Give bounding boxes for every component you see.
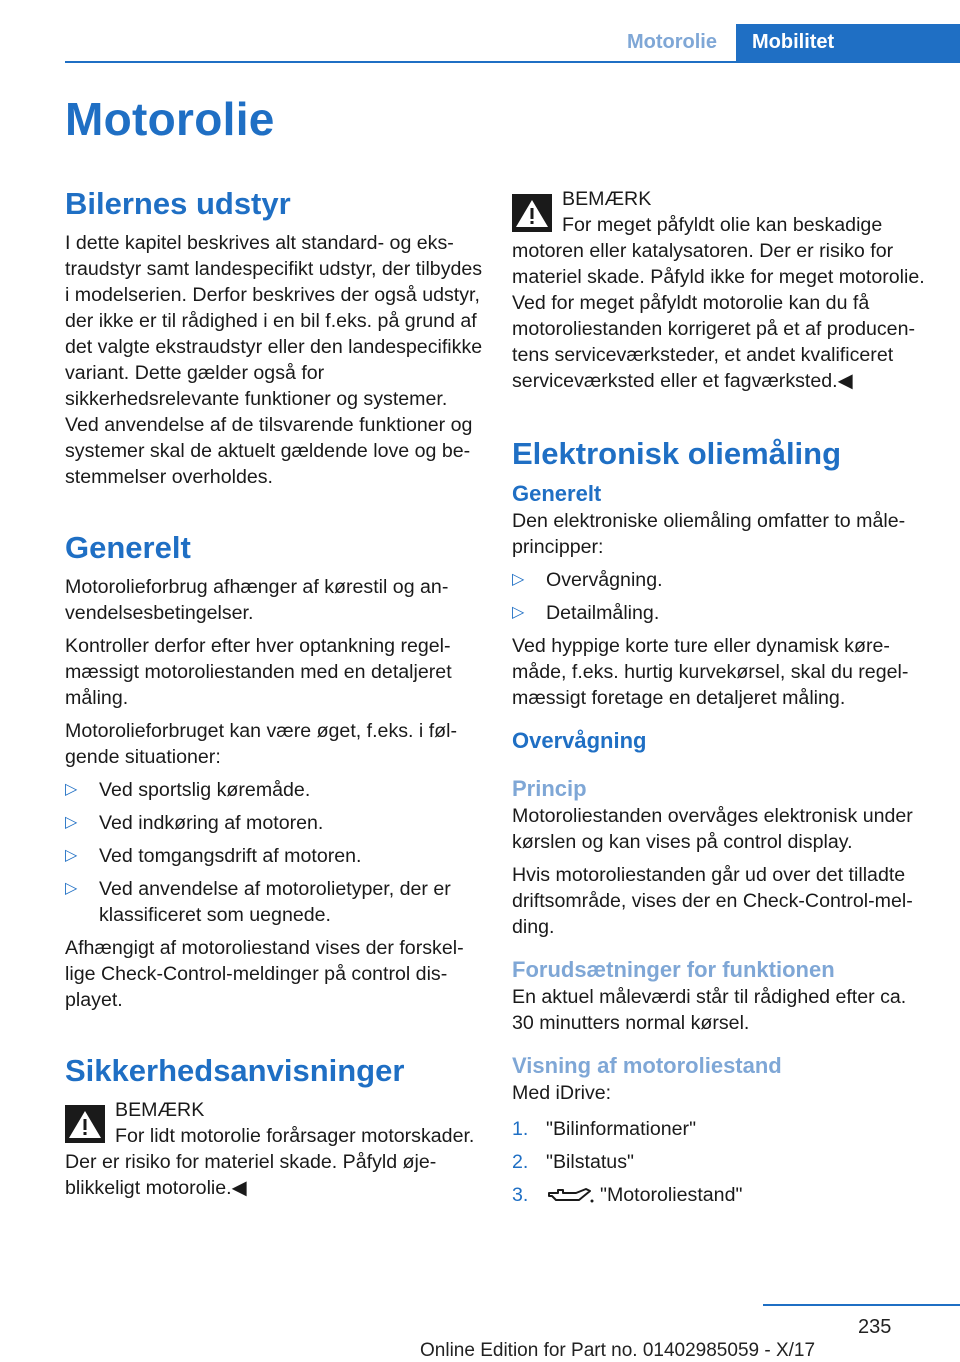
page-title: Motorolie — [65, 93, 275, 145]
heading-sikkerhedsanvisninger: Sikkerhedsanvisninger — [65, 1053, 405, 1088]
triangle-bullet-icon: ▷ — [65, 814, 78, 831]
subheading-princip: Princip — [512, 776, 587, 801]
heading-elektronisk-oliemaaling: Elektronisk oliemåling — [512, 436, 842, 471]
subheading-generelt: Generelt — [512, 481, 602, 506]
list-item: ▷ Ved sportslig køremåde. — [65, 779, 311, 801]
heading-bilernes-udstyr: Bilernes udstyr — [65, 186, 291, 221]
list-item: ▷ Overvågning. — [512, 569, 663, 591]
footer-edition-text: Online Edition for Part no. 01402985059 - X/17 — [420, 1340, 816, 1361]
subheading-overvagning: Overvågning — [512, 728, 647, 753]
warning-text: For lidt motorolie forårsager motorskader. Der er risiko for materiel skade. Påfyld øjeblikkeligt motorolie.◀ — [65, 1125, 475, 1199]
paragraph: Kontroller derfor efter hver optankning regelmæssigt motoroliestanden med en detaljeret måling. — [65, 635, 452, 709]
header-rule — [65, 61, 960, 63]
warning-triangle-icon — [65, 1105, 105, 1143]
list-item: ▷ Ved tomgangsdrift af motoren. — [65, 845, 362, 867]
triangle-bullet-icon: ▷ — [512, 571, 525, 588]
paragraph: Motoroliestanden overvåges elektronisk under kørslen og kan vises på control display. — [512, 805, 913, 853]
paragraph: Afhængigt af motoroliestand vises der forskellige Check-Control-meldinger på control displayet. — [65, 937, 464, 1011]
left-column — [65, 186, 485, 1208]
subheading-visning: Visning af motoroliestand — [512, 1053, 782, 1078]
steps-list — [512, 1116, 932, 1208]
list-item: 2. "Bilstatus" — [512, 1151, 634, 1173]
heading-generelt: Generelt — [65, 530, 191, 565]
situations-list — [65, 777, 485, 928]
principles-list — [512, 567, 932, 626]
oil-can-icon — [546, 1186, 594, 1206]
paragraph: Motorolieforbrug afhænger af kørestil og anvendelsesbetingelser. — [65, 576, 449, 624]
right-column — [512, 186, 932, 1215]
footer-rule — [763, 1304, 960, 1306]
paragraph-equipment: I dette kapitel beskrives alt standard- og ekstraudstyr samt landespecifikt udstyr, der tilbydes i modelserien. Derfor beskrives der også udstyr, der ikke er til rådighed i en bil f.eks. på grund af det valgte ekstraudstyr eller den landespecifikke variant. Dette gælder også for sikkerhedsrelevante funktioner og systemer. Ved anvendelse af de tilsvarende funktioner og systemer skal de aktuelt gældende love og bestemmelser overholdes. — [65, 232, 483, 488]
paragraph: Den elektroniske oliemåling omfatter to måleprincipper: — [512, 510, 906, 558]
list-item: 1. "Bilinformationer" — [512, 1118, 697, 1140]
paragraph: Hvis motoroliestanden går ud over det tilladte driftsområde, vises der en Check-Control-melding. — [512, 864, 913, 938]
warning-title: BEMÆRK — [115, 1099, 205, 1121]
warning-note — [65, 1097, 485, 1201]
subheading-forudsaetninger: Forudsætninger for funktionen — [512, 957, 835, 982]
warning-triangle-icon — [512, 194, 552, 232]
triangle-bullet-icon: ▷ — [65, 847, 78, 864]
list-item: ▷ Detailmåling. — [512, 602, 660, 624]
page-number: 235 — [858, 1316, 892, 1338]
list-item: ▷ Ved indkøring af motoren. — [65, 812, 324, 834]
list-item: ▷ Ved anvendelse af motorolietyper, der er klassificeret som uegnede. — [65, 878, 451, 926]
triangle-bullet-icon: ▷ — [512, 604, 525, 621]
warning-title: BEMÆRK — [562, 188, 652, 210]
paragraph: Motorolieforbruget kan være øget, f.eks. i følgende situationer: — [65, 720, 458, 768]
warning-note — [512, 186, 932, 394]
paragraph: Med iDrive: — [512, 1082, 612, 1104]
paragraph: Ved hyppige korte ture eller dynamisk køremåde, f.eks. hurtig kurvekørsel, skal du regelmæssigt foretage en detaljeret måling. — [512, 635, 909, 709]
warning-text: For meget påfyldt olie kan beskadige motoren eller katalysatoren. Der er risiko for materiel skade. Påfyld ikke for meget motorolie. Ved for meget påfyldt motorolie kan du få motoroliestanden korrigeret på et af producentens serviceværksteder, et andet kvalificeret serviceværksted eller et fagværksted.◀ — [512, 214, 925, 392]
paragraph: En aktuel måleværdi står til rådighed efter ca. 30 minutters normal kørsel. — [512, 986, 907, 1034]
header-tab-section: Motorolie — [627, 31, 717, 53]
triangle-bullet-icon: ▷ — [65, 781, 78, 798]
list-item: 3. "Motoroliestand" — [512, 1184, 743, 1206]
triangle-bullet-icon: ▷ — [65, 880, 78, 897]
header-tab-chapter: Mobilitet — [736, 24, 960, 61]
